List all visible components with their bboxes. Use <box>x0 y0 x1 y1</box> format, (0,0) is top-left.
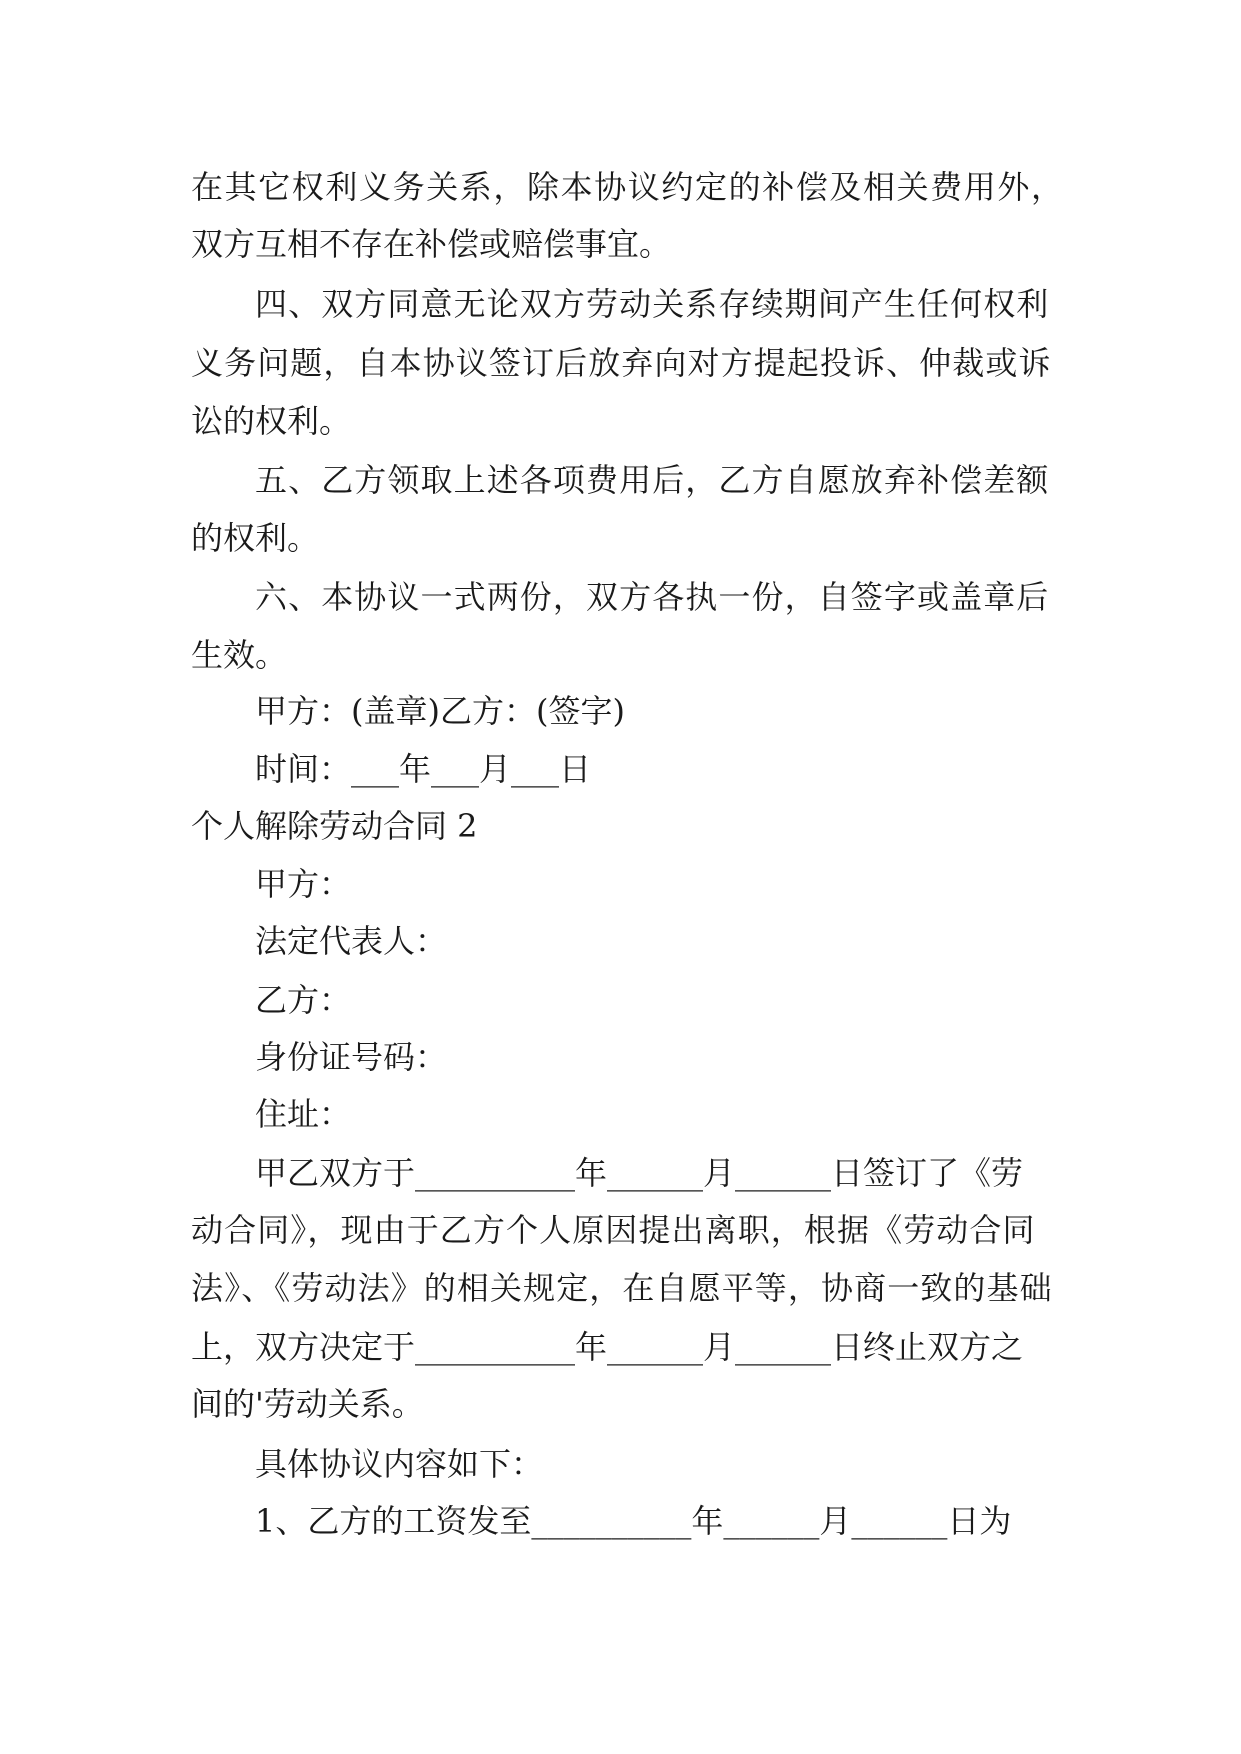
body-text-line: 在其它权利义务关系，除本协议约定的补偿及相关费用外， <box>191 168 1065 206</box>
body-text-line: 间的'劳动关系。 <box>191 1385 424 1423</box>
body-text-line: 甲乙双方于__________年______月______日签订了《劳 <box>255 1154 1024 1192</box>
id-number-field: 身份证号码： <box>255 1038 448 1076</box>
body-text-line: 的权利。 <box>191 519 320 557</box>
body-text-line: 法》、《劳动法》的相关规定，在自愿平等，协商一致的基础 <box>191 1269 1053 1307</box>
clause-six-line: 六、本协议一式两份，双方各执一份，自签字或盖章后 <box>255 578 1050 616</box>
body-text-line: 生效。 <box>191 636 288 674</box>
clause-four-line: 四、双方同意无论双方劳动关系存续期间产生任何权利 <box>255 285 1050 323</box>
section-heading: 个人解除劳动合同 2 <box>191 807 478 845</box>
item-one-line: 1、乙方的工资发至__________年______月______日为 <box>255 1502 1012 1540</box>
address-field: 住址： <box>255 1095 352 1133</box>
body-text-line: 动合同》，现由于乙方个人原因提出离职，根据《劳动合同 <box>191 1211 1036 1249</box>
party-b-field: 乙方： <box>255 981 352 1019</box>
body-text-line: 上，双方决定于__________年______月______日终止双方之 <box>191 1328 1024 1366</box>
date-line: 时间：___年___月___日 <box>255 750 592 788</box>
body-text-line: 双方互相不存在补偿或赔偿事宜。 <box>191 225 672 263</box>
body-text-line: 讼的权利。 <box>191 402 352 440</box>
clause-five-line: 五、乙方领取上述各项费用后，乙方自愿放弃补偿差额 <box>255 461 1050 499</box>
signature-line: 甲方：(盖章)乙方：(签字) <box>255 692 625 730</box>
body-text-line: 义务问题，自本协议签订后放弃向对方提起投诉、仲裁或诉 <box>191 344 1052 382</box>
legal-representative-field: 法定代表人： <box>255 922 448 960</box>
party-a-field: 甲方： <box>255 865 352 903</box>
agreement-intro-line: 具体协议内容如下： <box>255 1445 544 1483</box>
